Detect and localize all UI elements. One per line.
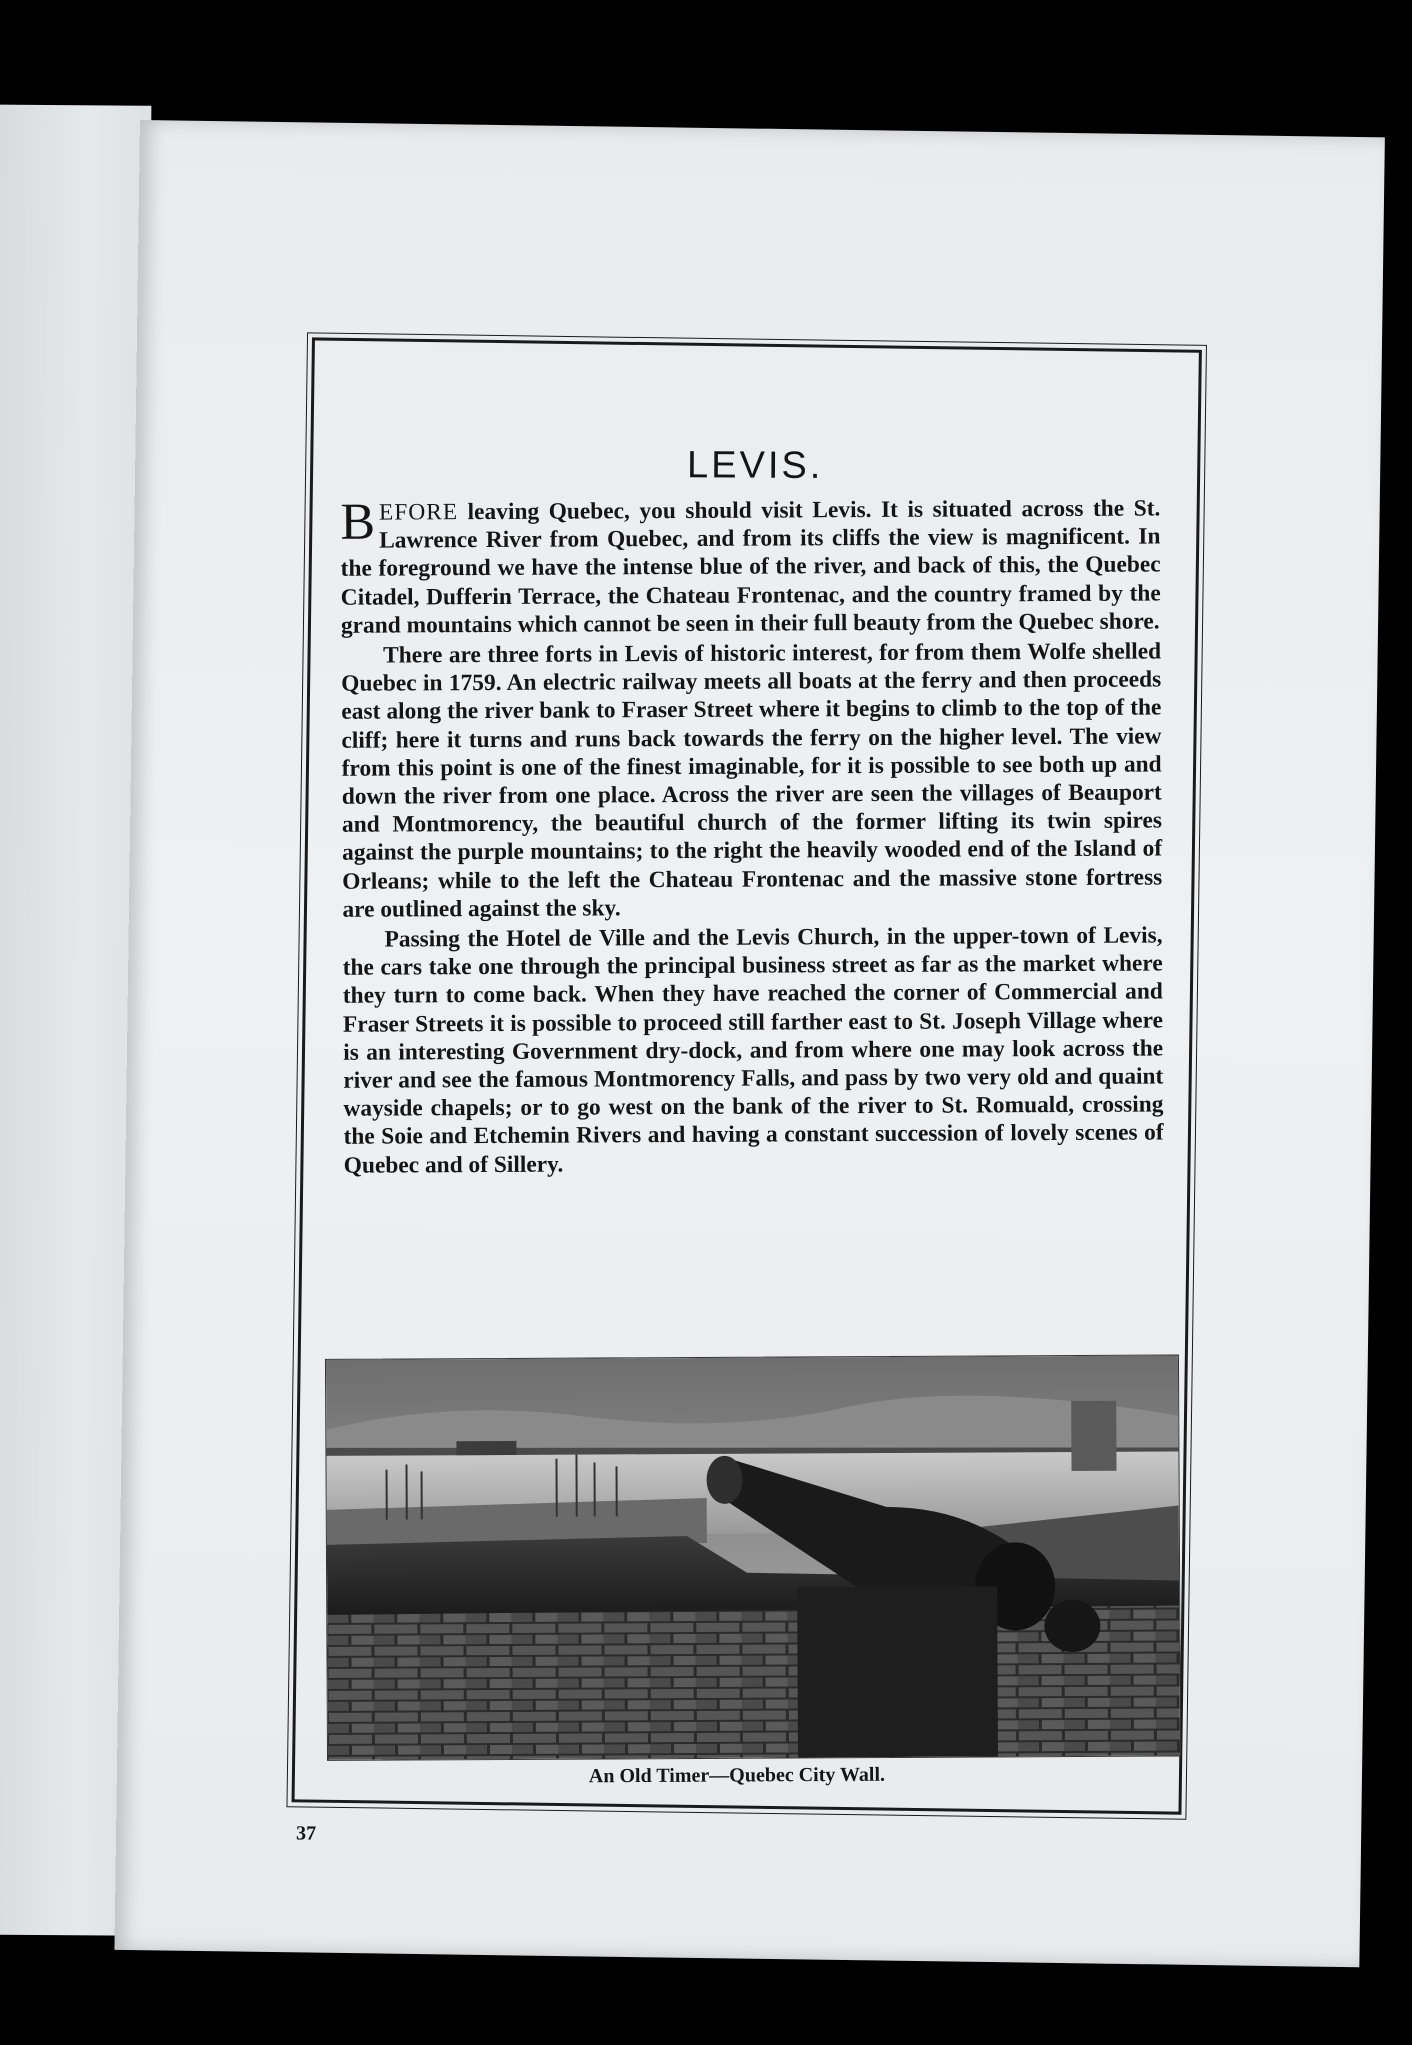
first-words: EFORE — [378, 499, 459, 526]
stone-tower — [1071, 1401, 1116, 1471]
paragraph-1 — [340, 494, 1161, 639]
photo-caption: An Old Timer—Quebec City Wall. — [588, 1763, 886, 1788]
article-body — [340, 494, 1164, 1181]
page-title: LEVIS. — [686, 444, 824, 487]
text-frame — [292, 337, 1202, 1814]
cannon-photo — [325, 1354, 1181, 1760]
distant-building — [456, 1441, 516, 1455]
drop-cap: B — [340, 493, 376, 551]
paragraph-1-text: leaving Quebec, you should visit Levis. It is situated across the St. Lawrence River from Quebec, and from its cliffs the view is magnificent. In the foreground we have the intense blue of the river, and back of this, the Quebec Citadel, Dufferin Terrace, the Chateau Frontenac, and the country framed by the grand mountains which cannot be seen in their full beauty from the Quebec shore. — [340, 495, 1161, 639]
paragraph-3: Passing the Hotel de Ville and the Levis Church, in the upper-town of Levis, the cars take one through the principal business street as far as the market where they turn to come back. When they have reached the corner of Commercial and Fraser Streets it is possible to proceed still farther east to St. Joseph Village where is an interesting Government dry-dock, and from where one may look across the river and see the famous Montmorency Falls, and pass by two very old and quaint wayside chapels; or to go west on the bank of the river to St. Romuald, crossing the Soie and Etchemin Rivers and having a constant succession of lovely scenes of Quebec and of Sillery. — [342, 922, 1164, 1179]
page-number: 37 — [295, 1822, 317, 1845]
book-page — [114, 120, 1384, 1967]
paragraph-2: There are three forts in Levis of historic interest, for from them Wolfe shelled Quebec in 1759. An electric railway meets all boats at the ferry and then proceeds east along the river bank to Fraser Street where it begins to climb to the top of the cliff; here it turns and runs back towards the ferry on the higher level. The view from this point is one of the finest imaginable, for it is possible to see both up and down the river from one place. Across the river are seen the villages of Beauport and Montmorency, the beautiful church of the former lifting its twin spires against the purple mountains; to the right the heavily wooded end of the Island of Orleans; while to the left the Chateau Frontenac and the massive stone fortress are outlined against the sky. — [341, 638, 1163, 923]
